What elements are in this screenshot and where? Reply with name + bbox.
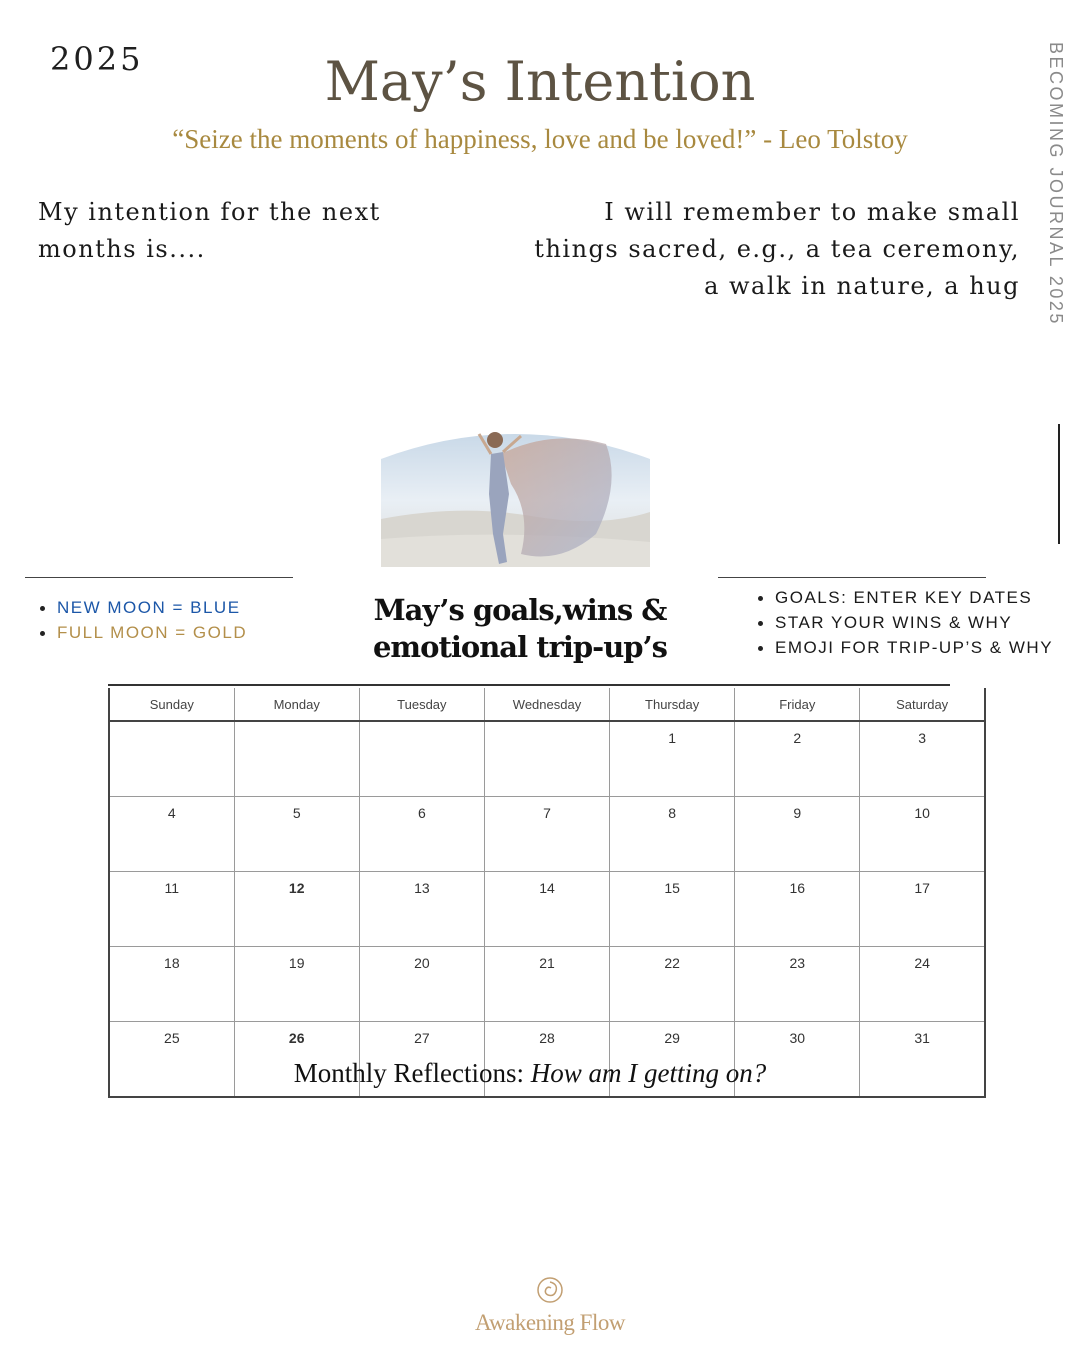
- spiral-logo-icon: [536, 1276, 564, 1304]
- calendar-day-cell[interactable]: 13: [359, 872, 484, 947]
- monthly-reflections: Monthly Reflections: How am I getting on?: [293, 1058, 767, 1088]
- calendar-day-cell[interactable]: 2: [735, 721, 860, 797]
- calendar-day-cell[interactable]: 22: [610, 947, 735, 1022]
- calendar-day-cell[interactable]: 16: [735, 872, 860, 947]
- calendar-day-cell[interactable]: 28: [484, 1022, 609, 1098]
- calendar-day-cell[interactable]: 8: [610, 797, 735, 872]
- calendar-day-cell[interactable]: 27: [359, 1022, 484, 1098]
- weekday-header: Saturday: [860, 688, 985, 721]
- calendar-day-cell[interactable]: 5: [234, 797, 359, 872]
- year-label: 2025: [50, 40, 144, 78]
- calendar-day-cell[interactable]: 30: [735, 1022, 860, 1098]
- calendar-day-cell[interactable]: 3: [860, 721, 985, 797]
- calendar-day-cell[interactable]: 19: [234, 947, 359, 1022]
- intention-prompt: My intention for the next months is....: [38, 198, 381, 263]
- weekday-header: Sunday: [109, 688, 234, 721]
- calendar-day-cell[interactable]: 17: [860, 872, 985, 947]
- page-title: May’s Intention: [324, 50, 756, 113]
- instruction-item: GOALS: ENTER KEY DATES: [758, 588, 1053, 608]
- intention-text: I will remember to make small things sacred, e.g., a tea ceremony, a walk in nature, a hug: [534, 198, 1020, 300]
- calendar-week-row: [109, 947, 985, 1022]
- calendar-day-cell[interactable]: 29: [610, 1022, 735, 1098]
- calendar-day-cell[interactable]: 1: [610, 721, 735, 797]
- divider-left: [25, 577, 293, 578]
- brand-logo: [470, 1276, 630, 1336]
- dancer-photo: [381, 424, 650, 567]
- calendar-day-cell[interactable]: 12: [234, 872, 359, 947]
- calendar-day-cell[interactable]: 14: [484, 872, 609, 947]
- calendar-day-cell[interactable]: 26: [234, 1022, 359, 1098]
- calendar-week-row: [109, 797, 985, 872]
- calendar-day-cell[interactable]: 18: [109, 947, 234, 1022]
- goals-title: May’s goals,wins & emotional trip-up’s: [372, 593, 667, 664]
- instruction-item: STAR YOUR WINS & WHY: [758, 613, 1053, 633]
- calendar-week-row: [109, 872, 985, 947]
- calendar-day-cell[interactable]: 4: [109, 797, 234, 872]
- instruction-list: [758, 588, 1053, 663]
- legend-full-moon: FULL MOON = GOLD: [40, 623, 247, 643]
- calendar-day-cell[interactable]: [109, 721, 234, 797]
- calendar-day-cell[interactable]: 7: [484, 797, 609, 872]
- weekday-header: Tuesday: [359, 688, 484, 721]
- weekday-header: Monday: [234, 688, 359, 721]
- legend-new-moon: NEW MOON = BLUE: [40, 598, 247, 618]
- weekday-header: Thursday: [610, 688, 735, 721]
- calendar-day-cell[interactable]: 25: [109, 1022, 234, 1098]
- calendar-day-cell[interactable]: 21: [484, 947, 609, 1022]
- weekday-header: Wednesday: [484, 688, 609, 721]
- calendar-week-row: [109, 721, 985, 797]
- calendar-day-cell[interactable]: [484, 721, 609, 797]
- calendar-day-cell[interactable]: 31: [860, 1022, 985, 1098]
- calendar-day-cell[interactable]: 11: [109, 872, 234, 947]
- calendar-day-cell[interactable]: [359, 721, 484, 797]
- quote: “Seize the moments of happiness, love and be loved!” - Leo Tolstoy: [172, 124, 908, 154]
- calendar-day-cell[interactable]: 6: [359, 797, 484, 872]
- calendar-day-cell[interactable]: 20: [359, 947, 484, 1022]
- calendar-day-cell[interactable]: 24: [860, 947, 985, 1022]
- calendar-day-cell[interactable]: 10: [860, 797, 985, 872]
- weekday-header: Friday: [735, 688, 860, 721]
- side-label: BECOMING JOURNAL 2025: [1046, 42, 1066, 326]
- month-calendar: [108, 688, 986, 1098]
- instruction-item: EMOJI FOR TRIP-UP’S & WHY: [758, 638, 1053, 658]
- calendar-top-rule: [108, 684, 950, 686]
- brand-name: Awakening Flow: [475, 1310, 625, 1335]
- calendar-day-cell[interactable]: 15: [610, 872, 735, 947]
- moon-legend: [40, 598, 247, 648]
- side-divider: [1058, 424, 1060, 544]
- divider-right: [718, 577, 986, 578]
- calendar-day-cell[interactable]: [234, 721, 359, 797]
- calendar-day-cell[interactable]: 23: [735, 947, 860, 1022]
- calendar-day-cell[interactable]: 9: [735, 797, 860, 872]
